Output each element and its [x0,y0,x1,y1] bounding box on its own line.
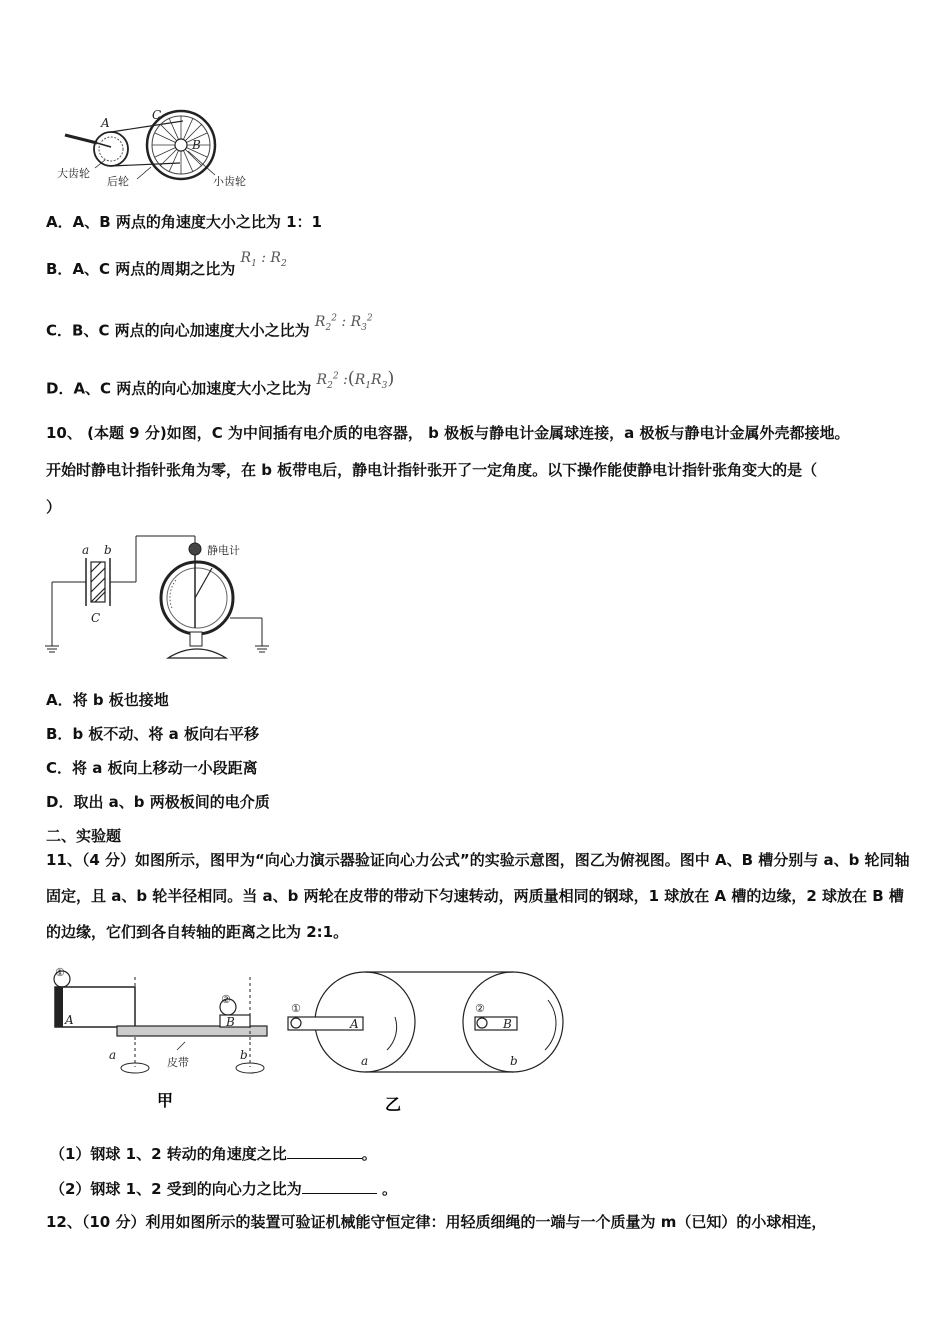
q9-option-d [46,367,395,405]
label-a-wheel: a [109,1048,117,1062]
label-b-top: b [510,1054,518,1068]
label-big-gear: 大齿轮 [57,167,90,180]
bicycle-gear-figure [55,105,270,190]
q11-stem: 11、（4 分）如图所示，图甲为“向心力演示器验证向心力公式”的实验示意图，图乙为俯视图。图中 A、B 槽分别与 a、b 轮同轴固定，且 a、b 轮半径相同。当 a、b 两轮在皮带的带动下匀速转动，两质量相同的钢球，1 球放在 A 槽的边缘，2 球放在 B 槽的边缘，它们到各自转轴的距离之比为 2:1。 [46,851,910,941]
sub-text: （1）钢球 1、2 转动的角速度之比 [50,1145,287,1163]
label-c: C [152,108,162,122]
q10-stem-line1: 10、 (本题 9 分)如图，C 为中间插有电介质的电容器， b 极板与静电计金属球连接，a 极板与静电计金属外壳都接地。 [46,424,850,442]
caption-yi: 乙 [385,1095,402,1114]
math-ratio-r2sq-r1r3: $R_2^2$ $:(R_1R_3)$ [316,367,395,391]
answer-blank-1[interactable] [287,1144,362,1159]
option-key: A． [46,213,73,231]
option-text: B、C 两点的向心加速度大小之比为 [72,321,310,340]
centripetal-demo-figure [45,962,585,1117]
label-belt: 皮带 [167,1056,189,1069]
q10-option-c [46,758,258,778]
label-c: C [91,611,101,625]
option-key: C． [46,321,73,340]
label-ball-2: ② [221,993,231,1006]
label-b: b [104,543,112,557]
label-a: a [82,543,90,557]
option-text: A、B 两点的角速度大小之比为 1：1 [72,213,322,231]
caption-jia: 甲 [157,1091,174,1110]
math-ratio-r1-r2: $R_1$ : $R_2$ [240,250,287,269]
label-b-wheel: b [240,1048,248,1062]
option-text: 将 b 板也接地 [72,691,169,709]
label-ball-1-top: ① [291,1002,301,1015]
sub-tail: 。 [382,1180,398,1198]
q10-stem-line2: 开始时静电计指针张角为零，在 b 板带电后，静电计指针张开了一定角度。以下操作能使静电计指针张角变大的是（ [46,461,818,479]
label-rear-wheel: 后轮 [107,175,129,188]
sub-tail: 。 [361,1145,377,1163]
label-b: B [192,138,201,152]
q9-option-a [46,212,322,232]
answer-blank-2[interactable] [302,1179,377,1194]
option-key: D． [46,793,74,811]
option-key: D． [46,379,74,398]
q10-option-d [46,792,270,812]
q10-option-b [46,724,259,744]
option-key: C． [46,759,73,777]
q10-option-a [46,690,169,710]
option-text: 取出 a、b 两极板间的电介质 [73,793,270,811]
label-A-top: A [350,1017,359,1031]
q12-stem: 12、（10 分）利用如图所示的装置可验证机械能守恒定律：用轻质细绳的一端与一个质量为 m（已知）的小球相连， [46,1213,827,1231]
option-key: B． [46,260,73,278]
capacitor-electrometer-figure [40,528,280,668]
label-B-slot: B [226,1015,235,1029]
label-A-slot: A [65,1013,74,1027]
option-text: 将 a 板向上移动一小段距离 [72,759,258,777]
option-text: A、C 两点的周期之比为 [72,260,236,278]
q11-sub1 [50,1144,377,1164]
q9-option-b [46,250,287,286]
section-title: 二、实验题 [46,827,122,845]
option-key: A． [46,691,73,709]
label-electrometer: 静电计 [207,544,240,557]
q9-option-c [46,313,373,347]
option-text: b 板不动、将 a 板向右平移 [72,725,259,743]
label-ball-2-top: ② [475,1002,485,1015]
option-key: B． [46,725,73,743]
math-ratio-r2sq-r3sq: $R_2^2$ : $R_3^2$ [314,313,373,333]
label-small-gear: 小齿轮 [213,175,246,188]
label-a-top: a [361,1054,369,1068]
sub-text: （2）钢球 1、2 受到的向心力之比为 [50,1180,302,1198]
option-text: A、C 两点的向心加速度大小之比为 [73,379,312,398]
q10-stem-line3: ） [46,498,62,516]
q11-sub2 [50,1179,397,1199]
label-B-top: B [503,1017,512,1031]
label-a: A [101,116,110,130]
label-ball-1: ① [55,966,65,979]
